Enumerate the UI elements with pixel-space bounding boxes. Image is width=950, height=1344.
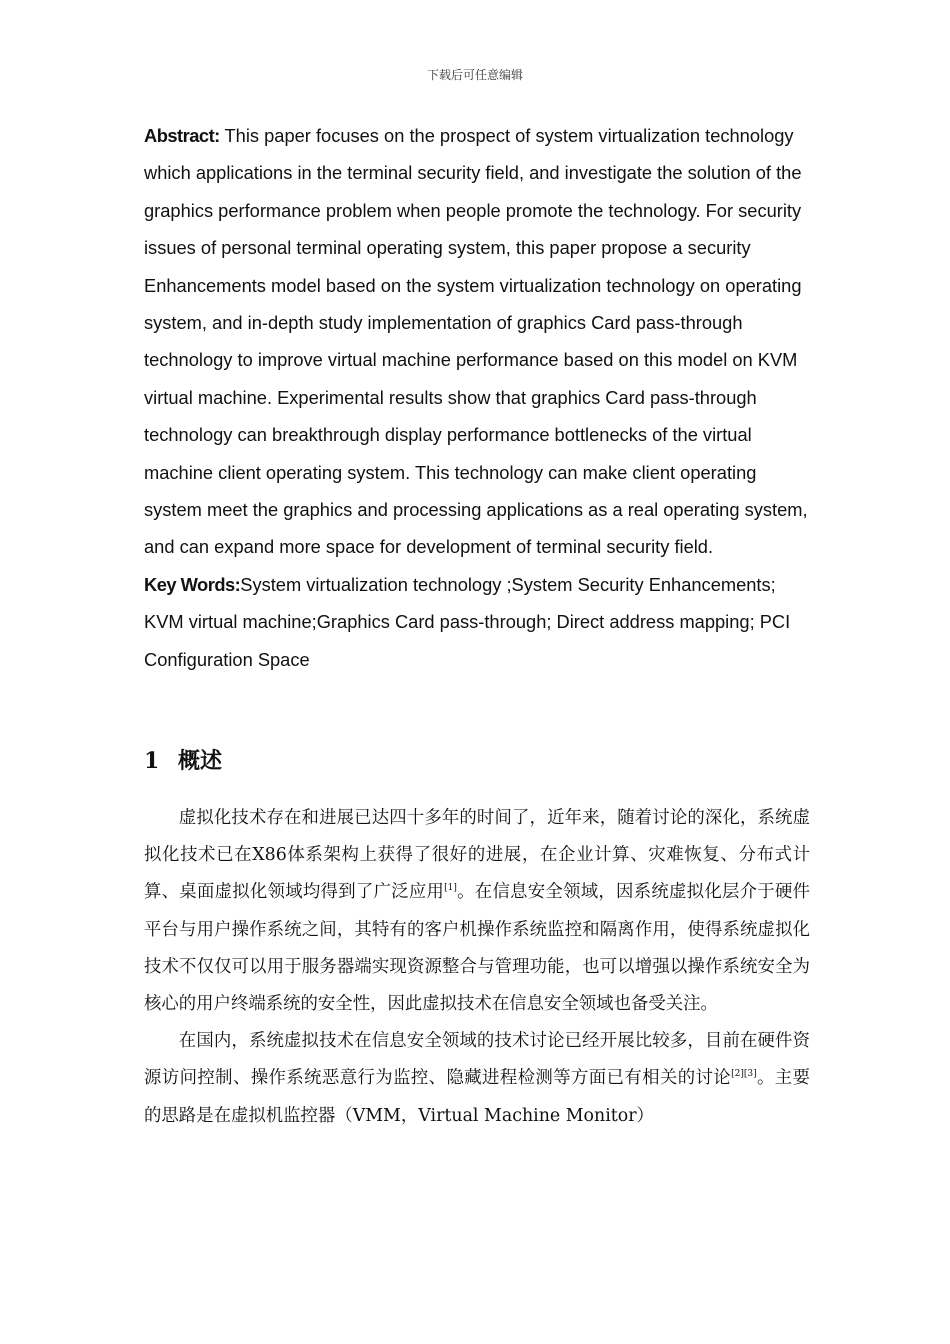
abstract-block [144, 117, 812, 678]
citation-1: [1] [444, 883, 457, 894]
abstract-text: This paper focuses on the prospect of system virtualization technology which applications in the terminal security field, and investigate the solution of the graphics performance problem when people promote the technology. For security issues of personal terminal operating system, this paper propose a security Enhancements model based on the system virtualization technology on operating system, and in-depth study implementation of graphics Card pass-through technology to improve virtual machine performance based on this model on KVM virtual machine. Experimental results show that graphics Card pass-through technology can breakthrough display performance bottlenecks of the virtual machine client operating system. This technology can make client operating system meet the graphics and processing applications as a real operating system, and can expand more space for development of terminal security field. [144, 125, 808, 558]
section-number: 1 [144, 748, 160, 774]
section-heading [144, 744, 222, 775]
keywords-paragraph [144, 566, 812, 678]
keywords-label: Key Words: [144, 573, 241, 595]
paragraph-1-text-a: 虚拟化技术存在和进展已达四十多年的时间了，近年来，随着讨论的深化，系统虚拟化技术已在X86体系架构上获得了很好的进展，在企业计算、灾难恢复、分布式计算、桌面虚拟化领域均得到了广泛应用 [144, 808, 810, 903]
citation-2-3: [2][3] [731, 1069, 757, 1080]
abstract-label: Abstract: [144, 125, 220, 146]
paragraph-1-text-b: 。在信息安全领域，因系统虚拟化层介于硬件平台与用户操作系统之间，其特有的客户机操作系统监控和隔离作用，使得系统虚拟化技术不仅仅可以用于服务器端实现资源整合与管理功能，也可以增强以操作系统安全为核心的用户终端系统的安全性，因此虚拟技术在信息安全领域也备受关注。 [144, 882, 810, 1015]
page-header: 下载后可任意编辑 [426, 68, 523, 82]
body-paragraph-1 [144, 800, 810, 1023]
abstract-paragraph [144, 117, 812, 566]
section-body [144, 800, 810, 1135]
paragraph-2-text-a: 在国内，系统虚拟技术在信息安全领域的技术讨论已经开展比较多，目前在硬件资源访问控制、操作系统恶意行为监控、隐藏进程检测等方面已有相关的讨论 [144, 1031, 810, 1089]
section-title-text: 概述 [178, 749, 223, 774]
body-paragraph-2 [144, 1023, 810, 1135]
paragraph-2-text-b: 。主要的思路是在虚拟机监控器（VMM，Virtual Machine Monitor） [144, 1068, 810, 1126]
keywords-text: System virtualization technology ;System Security Enhancements; KVM virtual machine;Graphics Card pass-through; Direct address mapping; PCI Configuration Space [144, 573, 791, 670]
